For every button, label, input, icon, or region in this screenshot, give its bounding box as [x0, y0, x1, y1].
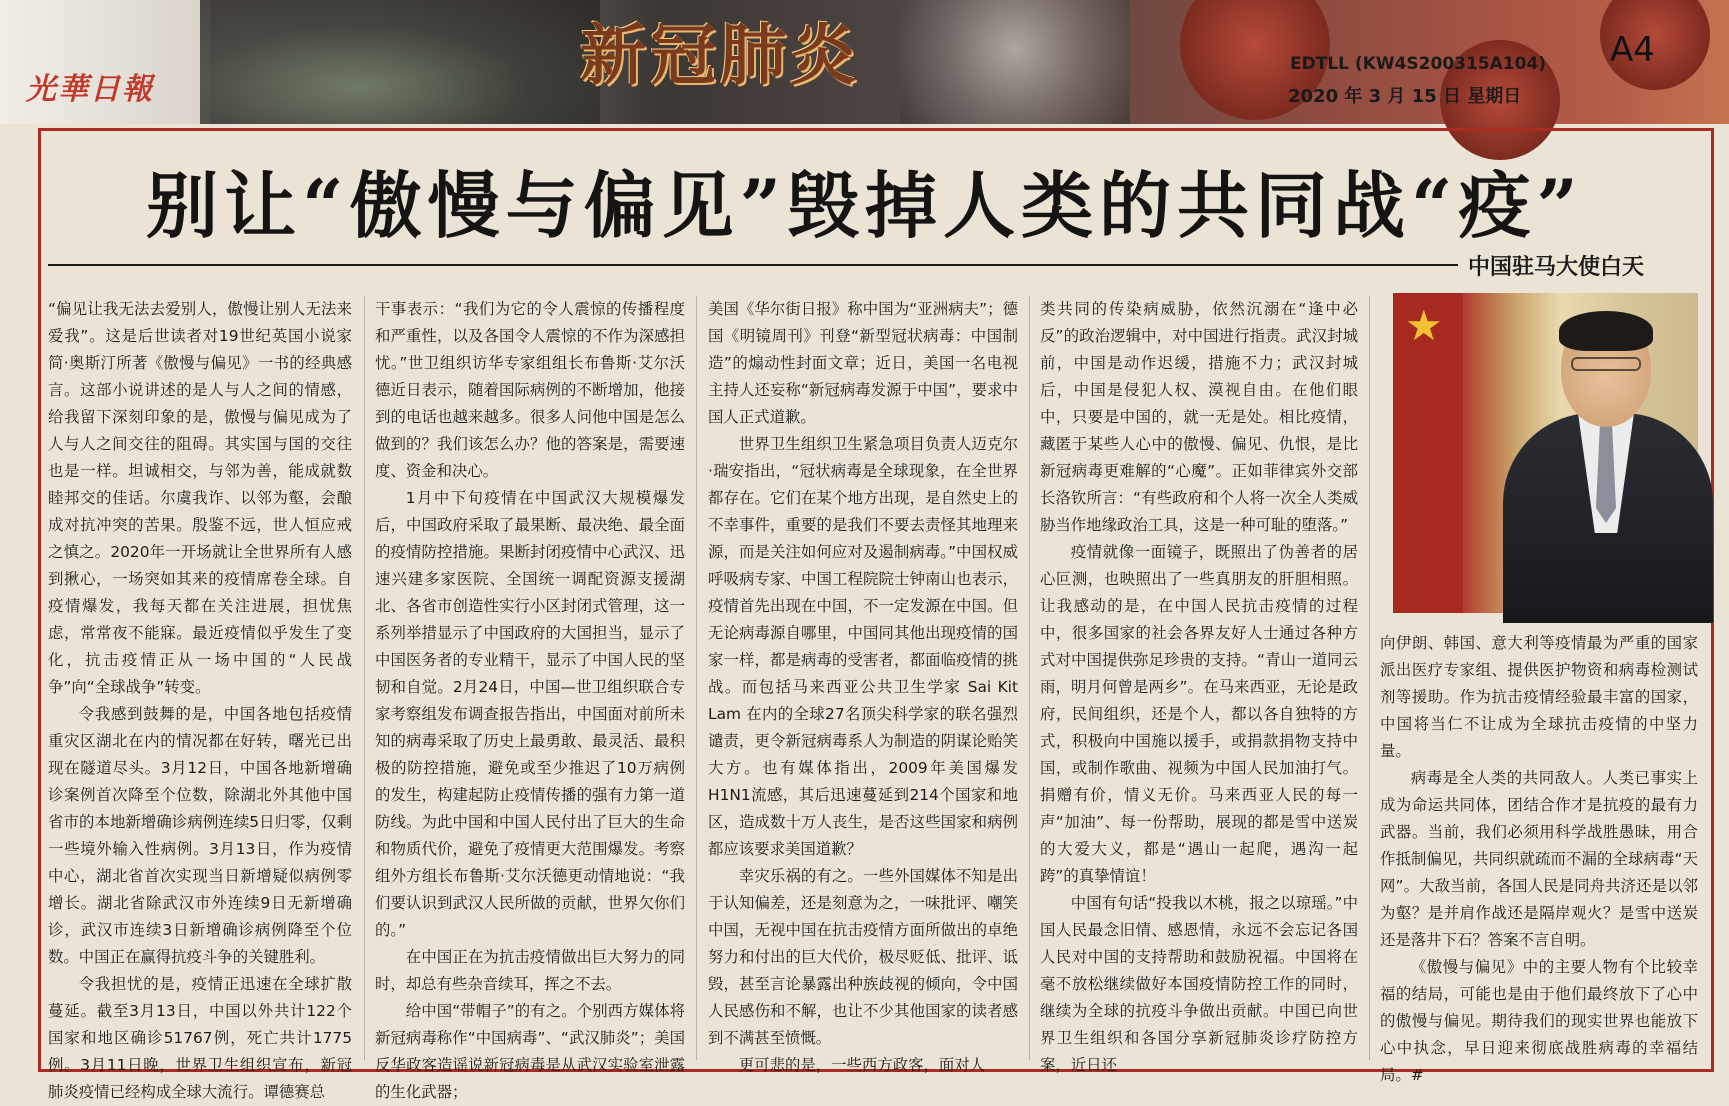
article-column-2: [375, 296, 685, 1101]
article-column-3: [708, 296, 1018, 1074]
paragraph: 世界卫生组织卫生紧急项目负责人迈克尔·瑞安指出，“冠状病毒是全球现象，在全世界都存在。它们在某个地方出现，是自然史上的不幸事件，重要的是我们不要去责怪其地理来源，而是关注如何应对及遏制病毒。”中国权威呼吸病专家、中国工程院院士钟南山也表示，疫情首先出现在中国，不一定发源在中国。但无论病毒源自哪里，中国同其他出现疫情的国家一样，都是病毒的受害者，都面临疫情的挑战。而包括马来西亚公共卫生学家 Sai Kit Lam 在内的全球27名顶尖科学家的联名强烈谴责，更令新冠病毒系人为制造的阴谋论贻笑大方。也有媒体指出，2009年美国爆发H1N1流感，其后迅速蔓延到214个国家和地区，造成数十万人丧生，是否这些国家和病例都应该要求美国道歉？: [708, 435, 1018, 858]
paragraph: 干事表示：“我们为它的令人震惊的传播程度和严重性，以及各国令人震惊的不作为深感担忧。”世卫组织访华专家组组长布鲁斯·艾尔沃德近日表示，随着国际病例的不断增加，他接到的电话也越来越多。很多人问他中国是怎么做到的？我们该怎么办？他的答案是，需要速度、资金和决心。: [375, 300, 685, 480]
paragraph: 在中国正在为抗击疫情做出巨大努力的同时，却总有些杂音续耳，挥之不去。: [375, 948, 685, 993]
ambassador-photo: [1393, 293, 1698, 613]
article-column-5: [1380, 630, 1698, 1084]
paragraph: 令我感到鼓舞的是，中国各地包括疫情重灾区湖北在内的情况都在好转，曙光已出现在隧道尽头。3月12日，中国各地新增确诊案例首次降至个位数，除湖北外其他中国省市的本地新增确诊病例连续5日归零，仅剩一些境外输入性病例。3月13日，作为疫情中心，湖北省首次实现当日新增疑似病例零增长。湖北省除武汉市外连续9日无新增确诊，武汉市连续3日新增确诊病例降至个位数。中国正在赢得抗疫斗争的关键胜利。: [48, 705, 352, 966]
newspaper-masthead: 光華日報: [26, 72, 154, 107]
paragraph: 向伊朗、韩国、意大利等疫情最为严重的国家派出医疗专家组、提供医护物资和病毒检测试剂等援助。作为抗击疫情经验最丰富的国家，中国将当仁不让成为全球抗击疫情的中坚力量。: [1380, 634, 1698, 760]
article-column-4: [1040, 296, 1358, 1074]
edition-code: EDTLL (KW4S200315A104): [1290, 54, 1547, 74]
article-byline: 中国驻马大使白天: [1468, 255, 1645, 280]
paragraph: “偏见让我无法去爱别人，傲慢让别人无法来爱我”。这是后世读者对19世纪英国小说家简·奥斯汀所著《傲慢与偏见》一书的经典感言。这部小说讲述的是人与人之间的情感，给我留下深刻印象的是，傲慢与偏见成为了人与人之间交往的阻碍。其实国与国的交往也是一样。坦诚相交，与邻为善，能成就数睦邦交的佳话。尔虞我诈、以邻为壑，会酿成对抗冲突的苦果。殷鉴不远，世人恒应戒之慎之。2020年一开场就让全世界所有人感到揪心，一场突如其来的疫情席卷全球。自疫情爆发，我每天都在关注进展，担忧焦虑，常常夜不能寐。最近疫情似乎发生了变化，抗击疫情正从一场中国的“人民战争”向“全球战争”转变。: [48, 300, 352, 696]
paragraph: 类共同的传染病威胁，依然沉溺在“逢中必反”的政治逻辑中，对中国进行指责。武汉封城前，中国是动作迟缓，措施不力；武汉封城后，中国是侵犯人权、漠视自由。在他们眼中，只要是中国的，就一无是处。相比疫情，藏匿于某些人心中的傲慢、偏见、仇恨，是比新冠病毒更难解的“心魔”。正如菲律宾外交部长洛钦所言：“有些政府和个人将一次全人类威胁当作地缘政治工具，这是一种可耻的堕落。”: [1040, 300, 1358, 534]
banner-photo-masked-people: [900, 0, 1130, 124]
paragraph: 《傲慢与偏见》中的主要人物有个比较幸福的结局，可能也是由于他们最终放下了心中的傲慢与偏见。期待我们的现实世界也能放下心中执念，早日迎来彻底战胜病毒的幸福结局。#: [1380, 958, 1698, 1084]
glasses: [1571, 357, 1641, 371]
paragraph: 美国《华尔街日报》称中国为“亚洲病夫”；德国《明镜周刊》刊登“新型冠状病毒：中国制造”的煽动性封面文章；近日，美国一名电视主持人还妄称“新冠病毒发源于中国”，要求中国人正式道歉。: [708, 300, 1018, 426]
china-flag: [1393, 293, 1463, 613]
paragraph: 1月中下旬疫情在中国武汉大规模爆发后，中国政府采取了最果断、最决绝、最全面的疫情防控措施。果断封闭疫情中心武汉、迅速兴建多家医院、全国统一调配资源支援湖北、各省市创造性实行小区封闭式管理，这一系列举措显示了中国政府的大国担当，显示了中国医务者的专业精干，显示了中国人民的坚韧和自觉。2月24日，中国—世卫组织联合专家考察组发布调查报告指出，中国面对前所未知的病毒采取了历史上最勇敢、最灵活、最积极的防控措施，避免或至少推迟了10万病例的发生，构建起防止疫情传播的强有力第一道防线。为此中国和中国人民付出了巨大的生命和物质代价，避免了疫情更大范围爆发。考察组外方组长布鲁斯·艾尔沃德更动情地说：“我们要认识到武汉人民所做的贡献，世界欠你们的。”: [375, 489, 685, 939]
column-divider: [696, 296, 697, 1060]
paragraph: 幸灾乐祸的有之。一些外国媒体不知是出于认知偏差，还是刻意为之，一味批评、嘲笑中国，无视中国在抗击疫情方面所做出的卓绝努力和付出的巨大代价，极尽贬低、批评、诋毁，甚至言论暴露出种族歧视的倾向，令中国人民感伤和不解，也让不少其他国家的读者感到不满甚至愤慨。: [708, 867, 1018, 1047]
page-number: A4: [1610, 30, 1655, 70]
section-banner: [0, 0, 1729, 124]
paragraph: 疫情就像一面镜子，既照出了伪善者的居心叵测，也映照出了一些真朋友的肝胆相照。让我感动的是，在中国人民抗击疫情的过程中，很多国家的社会各界友好人士通过各种方式对中国提供弥足珍贵的支持。“青山一道同云雨，明月何曾是两乡”。在马来西亚，无论是政府，民间组织，还是个人，都以各自独特的方式，积极向中国施以援手，或捐款捐物支持中国，或制作歌曲、视频为中国人民加油打气。捐赠有价，情义无价。马来西亚人民的每一声“加油”、每一份帮助，展现的都是雪中送炭的大爱大义，都是“遇山一起爬，遇沟一起跨”的真挚情谊！: [1040, 543, 1358, 885]
paragraph: 中国有句话“投我以木桃，报之以琼瑶。”中国人民最念旧情、感恩情，永远不会忘记各国人民对中国的支持帮助和鼓励祝福。中国将在毫不放松继续做好本国疫情防控工作的同时，继续为全球的抗疫斗争做出贡献。中国已向世界卫生组织和各国分享新冠肺炎诊疗防控方案，近日还: [1040, 894, 1358, 1074]
date-line: 2020 年 3 月 15 日 星期日: [1288, 86, 1522, 107]
hair: [1559, 311, 1653, 351]
column-divider: [364, 296, 365, 1060]
byline-rule: [48, 264, 1458, 266]
article-headline: 别让“傲慢与偏见”毁掉人类的共同战“疫”: [146, 163, 1584, 248]
paragraph: 更可悲的是，一些西方政客，面对人: [738, 1056, 986, 1074]
paragraph: 病毒是全人类的共同敌人。人类已事实上成为命运共同体，团结合作才是抗疫的最有力武器。当前，我们必须用科学战胜愚昧，用合作抵制偏见，共同织就疏而不漏的全球病毒“天网”。大敌当前，各国人民是同舟共济还是以邻为壑？是并肩作战还是隔岸观火？是雪中送炭还是落井下石？答案不言自明。: [1380, 769, 1698, 949]
column-divider: [1369, 296, 1370, 1060]
paragraph: 令我担忧的是，疫情正迅速在全球扩散蔓延。截至3月13日，中国以外共计122个国家和地区确诊51767例，死亡共计1775例。3月11日晚，世界卫生组织宣布，新冠肺炎疫情已经构成全球大流行。谭德赛总: [48, 975, 352, 1101]
column-divider: [1029, 296, 1030, 1060]
banner-photo-hospital: [200, 0, 600, 124]
paragraph: 给中国“带帽子”的有之。个别西方媒体将新冠病毒称作“中国病毒”、“武汉肺炎”；美国反华政客造谣说新冠病毒是从武汉实验室泄露的生化武器；: [375, 1002, 685, 1101]
star-icon: ★: [1405, 301, 1443, 350]
article-column-1: [48, 296, 352, 1101]
section-title: 新冠肺炎: [580, 17, 860, 94]
